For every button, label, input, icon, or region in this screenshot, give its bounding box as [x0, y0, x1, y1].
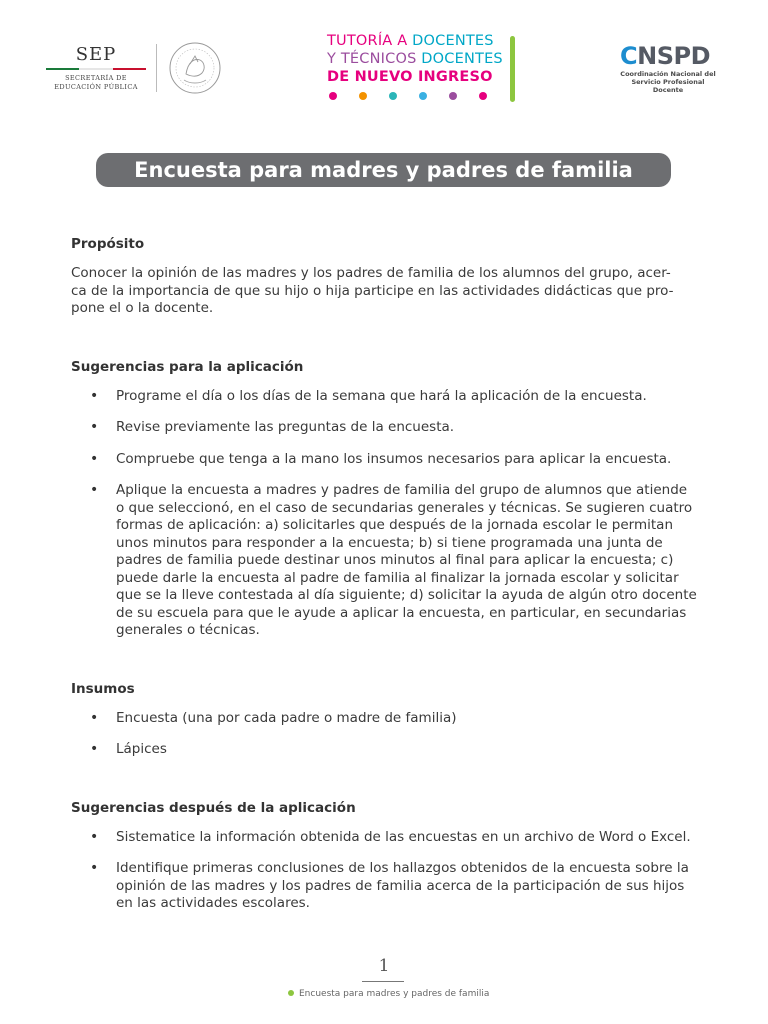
despues-list — [71, 829, 697, 913]
list-item-line: • Identifique primeras conclusiones de los hallazgos obtenidos de la encuesta sobre la — [116, 860, 689, 876]
section-heading: Propósito — [71, 236, 145, 252]
footer-bullet-icon — [288, 990, 294, 996]
list-item-line: padres de familia puede destinar unos minutos al final para aplicar la encuesta; c) — [116, 552, 674, 568]
sugerencias-list — [71, 388, 697, 640]
list-item-line: formas de aplicación: a) solicitarles que después de la jornada escolar le permitan — [116, 517, 674, 533]
section-despues — [71, 799, 697, 913]
tutoria-logo-dot — [359, 92, 367, 100]
document-body — [71, 235, 697, 913]
sep-logo-color-bar — [46, 68, 146, 70]
page-title: Encuesta para madres y padres de familia — [96, 153, 671, 187]
list-item-line: • Compruebe que tenga a la mano los insumos necesarios para aplicar la encuesta. — [116, 450, 672, 467]
list-item-line: en las actividades escolares. — [116, 895, 310, 911]
list-item — [71, 860, 697, 913]
cnspd-logo — [620, 42, 730, 94]
tutoria-logo-dot — [479, 92, 487, 100]
section-heading: Sugerencias después de la aplicación — [71, 799, 356, 816]
list-item — [71, 829, 697, 847]
insumos-list — [71, 710, 697, 759]
logo-divider — [156, 44, 157, 92]
tutoria-logo-dot — [389, 92, 397, 100]
page-number: 1 — [378, 956, 390, 976]
list-item-line: o que seleccionó, en el caso de secundarias generales y técnicas. Se sugieren cuatro — [116, 499, 693, 516]
sep-logo-word: SEP — [75, 44, 117, 65]
list-item — [71, 419, 697, 437]
section-heading: Sugerencias para la aplicación — [71, 358, 304, 375]
paragraph-line: pone el o la docente. — [71, 300, 214, 316]
mexican-coat-of-arms-seal-icon — [164, 40, 226, 96]
list-item — [71, 741, 697, 759]
section-heading: Insumos — [71, 680, 135, 697]
tutoria-logo-line-2: Y TÉCNICOS DOCENTES — [327, 51, 503, 67]
footer-caption — [288, 989, 489, 999]
paragraph-line: ca de la importancia de que su hijo o hija participe en las actividades didácticas que pro- — [71, 282, 674, 299]
tutoria-logo-dot — [419, 92, 427, 100]
list-item — [71, 451, 697, 469]
list-item-line: • Aplique la encuesta a madres y padres de familia del grupo de alumnos que atiende — [116, 482, 688, 498]
paragraph-line: Conocer la opinión de las madres y los padres de familia de los alumnos del grupo, acer- — [71, 265, 671, 281]
list-item-line: que se la lleve contestada al día siguiente; d) solicitar la ayuda de algún otro docente — [116, 587, 697, 603]
tutoria-logo-line-3: DE NUEVO INGRESO — [327, 69, 493, 85]
list-item — [71, 388, 697, 406]
tutoria-logo-accent-bar — [510, 36, 515, 102]
section-sugerencias — [71, 358, 697, 640]
tutoria-logo-dots — [329, 92, 487, 100]
list-item-line: de su escuela para que le ayude a aplicar la encuesta, en particular, en secundarias — [116, 604, 687, 621]
list-item-line: • Revise previamente las preguntas de la encuesta. — [116, 419, 455, 435]
sep-logo-subtitle-2: EDUCACIÓN PÚBLICA — [54, 83, 138, 91]
list-item-line: • Encuesta (una por cada padre o madre de familia) — [116, 709, 457, 726]
sep-logo — [46, 44, 146, 92]
list-item-line: • Lápices — [116, 741, 167, 757]
list-item-line: • Programe el día o los días de la semana que hará la aplicación de la encuesta. — [116, 387, 647, 404]
tutoria-logo-dot — [449, 92, 457, 100]
list-item-line: unos minutos para responder a la encuesta; b) si tiene programada una junta de — [116, 534, 663, 551]
sep-logo-subtitle-1: SECRETARÍA DE — [65, 74, 127, 82]
list-item-line: generales o técnicas. — [116, 622, 260, 638]
tutoria-logo — [327, 32, 519, 106]
tutoria-logo-line-1: TUTORÍA A DOCENTES — [327, 33, 494, 49]
footer-caption-text: Encuesta para madres y padres de familia — [299, 989, 490, 999]
page-header — [0, 0, 768, 130]
cnspd-logo-subtitle-1: Coordinación Nacional del — [620, 70, 716, 78]
list-item — [71, 482, 697, 640]
list-item-line: • Sistematice la información obtenida de las encuestas en un archivo de Word o Excel. — [116, 828, 691, 845]
cnspd-logo-subtitle-2: Servicio Profesional Docente — [631, 78, 705, 94]
list-item-line: puede darle la encuesta al padre de familia al finalizar la jornada escolar y solicitar — [116, 569, 679, 586]
list-item — [71, 710, 697, 728]
tutoria-logo-dot — [329, 92, 337, 100]
section-insumos — [71, 680, 697, 759]
footer-divider — [362, 981, 404, 982]
cnspd-logo-word: CNSPD — [620, 42, 711, 70]
proposito-paragraph — [71, 265, 697, 318]
list-item-line: opinión de las madres y los padres de familia acerca de la participación de sus hijos — [116, 877, 685, 894]
section-proposito — [71, 235, 697, 318]
